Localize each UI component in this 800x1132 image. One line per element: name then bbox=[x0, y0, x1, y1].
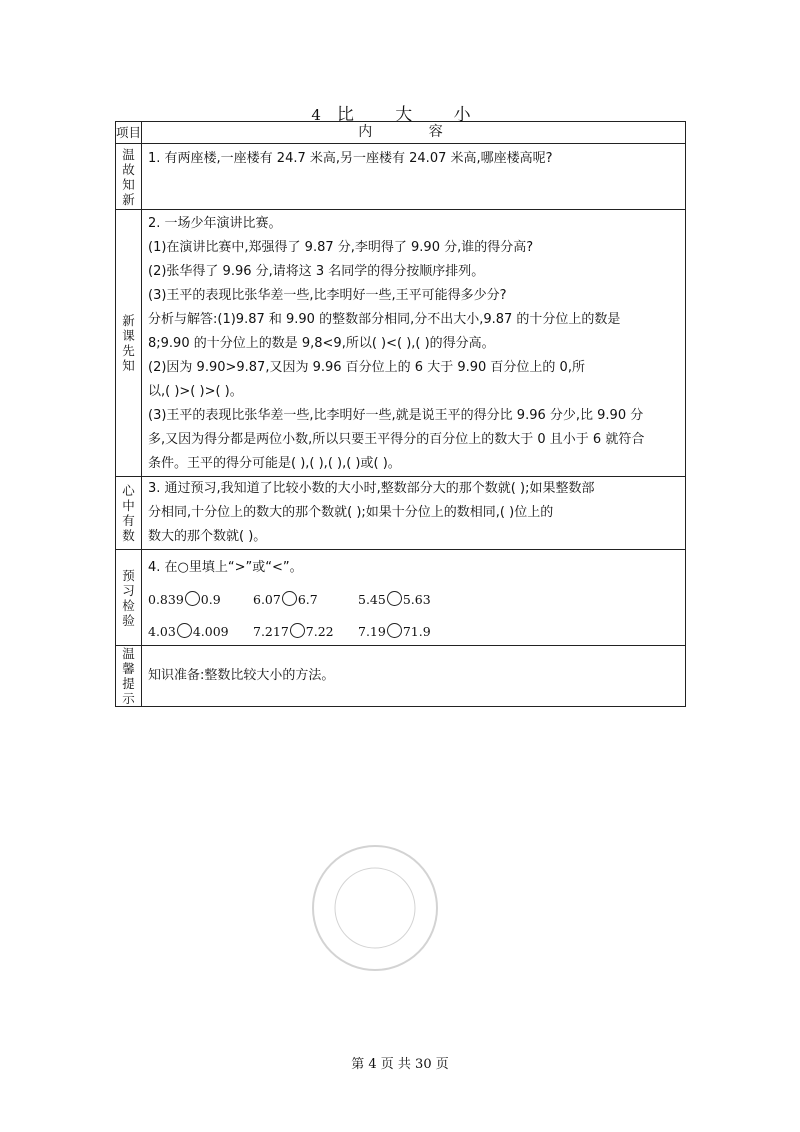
header-item: 项目 bbox=[116, 122, 142, 144]
answer-circle[interactable] bbox=[282, 591, 297, 606]
text-line: 分相同,十分位上的数大的那个数就( );如果十分位上的数相同,( )位上的 bbox=[148, 505, 554, 520]
question-4: 4. 在○里填上“>”或“<”。 bbox=[148, 560, 303, 575]
section-review bbox=[142, 144, 686, 210]
text-line: 条件。王平的得分可能是( ),( ),( ),( )或( )。 bbox=[148, 456, 401, 471]
text-line: 8;9.90 的十分位上的数是 9,8<9,所以( )<( ),( )的得分高。 bbox=[148, 336, 495, 351]
lesson-number: 4 bbox=[311, 106, 323, 124]
header-content: 内 容 bbox=[142, 122, 686, 144]
lesson-title: 比 大 小 bbox=[336, 105, 489, 125]
compare-row bbox=[148, 620, 685, 644]
section-tip bbox=[142, 646, 686, 707]
section-check bbox=[142, 550, 686, 646]
text-line: 数大的那个数就( )。 bbox=[148, 529, 267, 544]
question-1: 1. 有两座楼,一座楼有 24.7 米高,另一座楼有 24.07 米高,哪座楼高呢? bbox=[148, 151, 553, 166]
answer-circle[interactable] bbox=[185, 591, 200, 606]
worksheet-table bbox=[115, 121, 686, 707]
compare-item: 7.19 71.9 bbox=[358, 624, 431, 639]
watermark-seal bbox=[305, 838, 445, 978]
answer-circle[interactable] bbox=[177, 623, 192, 638]
text-line: 2. 一场少年演讲比赛。 bbox=[148, 216, 282, 231]
section-label: 心中有数 bbox=[116, 477, 142, 550]
compare-item: 7.217 7.22 bbox=[253, 624, 334, 639]
compare-item: 4.03 4.009 bbox=[148, 624, 229, 639]
section-label: 温馨提示 bbox=[116, 646, 142, 707]
text-line: (2)因为 9.90>9.87,又因为 9.96 百分位上的 6 大于 9.90 百分位上的 0,所 bbox=[148, 360, 585, 375]
section-label: 新课先知 bbox=[116, 210, 142, 477]
text-line: 分析与解答:(1)9.87 和 9.90 的整数部分相同,分不出大小,9.87 的十分位上的数是 bbox=[148, 312, 621, 327]
section-label: 预习检验 bbox=[116, 550, 142, 646]
page-footer: 第 4 页 共 30 页 bbox=[351, 1057, 449, 1072]
text-line: 以,( )>( )>( )。 bbox=[148, 384, 243, 399]
compare-item: 0.839 0.9 bbox=[148, 592, 221, 607]
answer-circle[interactable] bbox=[290, 623, 305, 638]
compare-item: 6.07 6.7 bbox=[253, 592, 318, 607]
text-line: (2)张华得了 9.96 分,请将这 3 名同学的得分按顺序排列。 bbox=[148, 264, 485, 279]
text-line: 多,又因为得分都是两位小数,所以只要王平得分的百分位上的数大于 0 且小于 6 就符合 bbox=[148, 432, 645, 447]
section-label: 温故知新 bbox=[116, 144, 142, 210]
text-line: 3. 通过预习,我知道了比较小数的大小时,整数部分大的那个数就( );如果整数部 bbox=[148, 481, 595, 496]
text-line: (1)在演讲比赛中,郑强得了 9.87 分,李明得了 9.90 分,谁的得分高? bbox=[148, 240, 534, 255]
answer-circle[interactable] bbox=[387, 591, 402, 606]
tip-text: 知识准备:整数比较大小的方法。 bbox=[148, 668, 335, 683]
section-new-lesson bbox=[142, 210, 686, 477]
compare-item: 5.45 5.63 bbox=[358, 592, 431, 607]
answer-circle[interactable] bbox=[387, 623, 402, 638]
compare-row bbox=[148, 588, 685, 612]
text-line: (3)王平的表现比张华差一些,比李明好一些,王平可能得多少分? bbox=[148, 288, 507, 303]
text-line: (3)王平的表现比张华差一些,比李明好一些,就是说王平的得分比 9.96 分少,比 9.90 分 bbox=[148, 408, 644, 423]
section-summary bbox=[142, 477, 686, 550]
